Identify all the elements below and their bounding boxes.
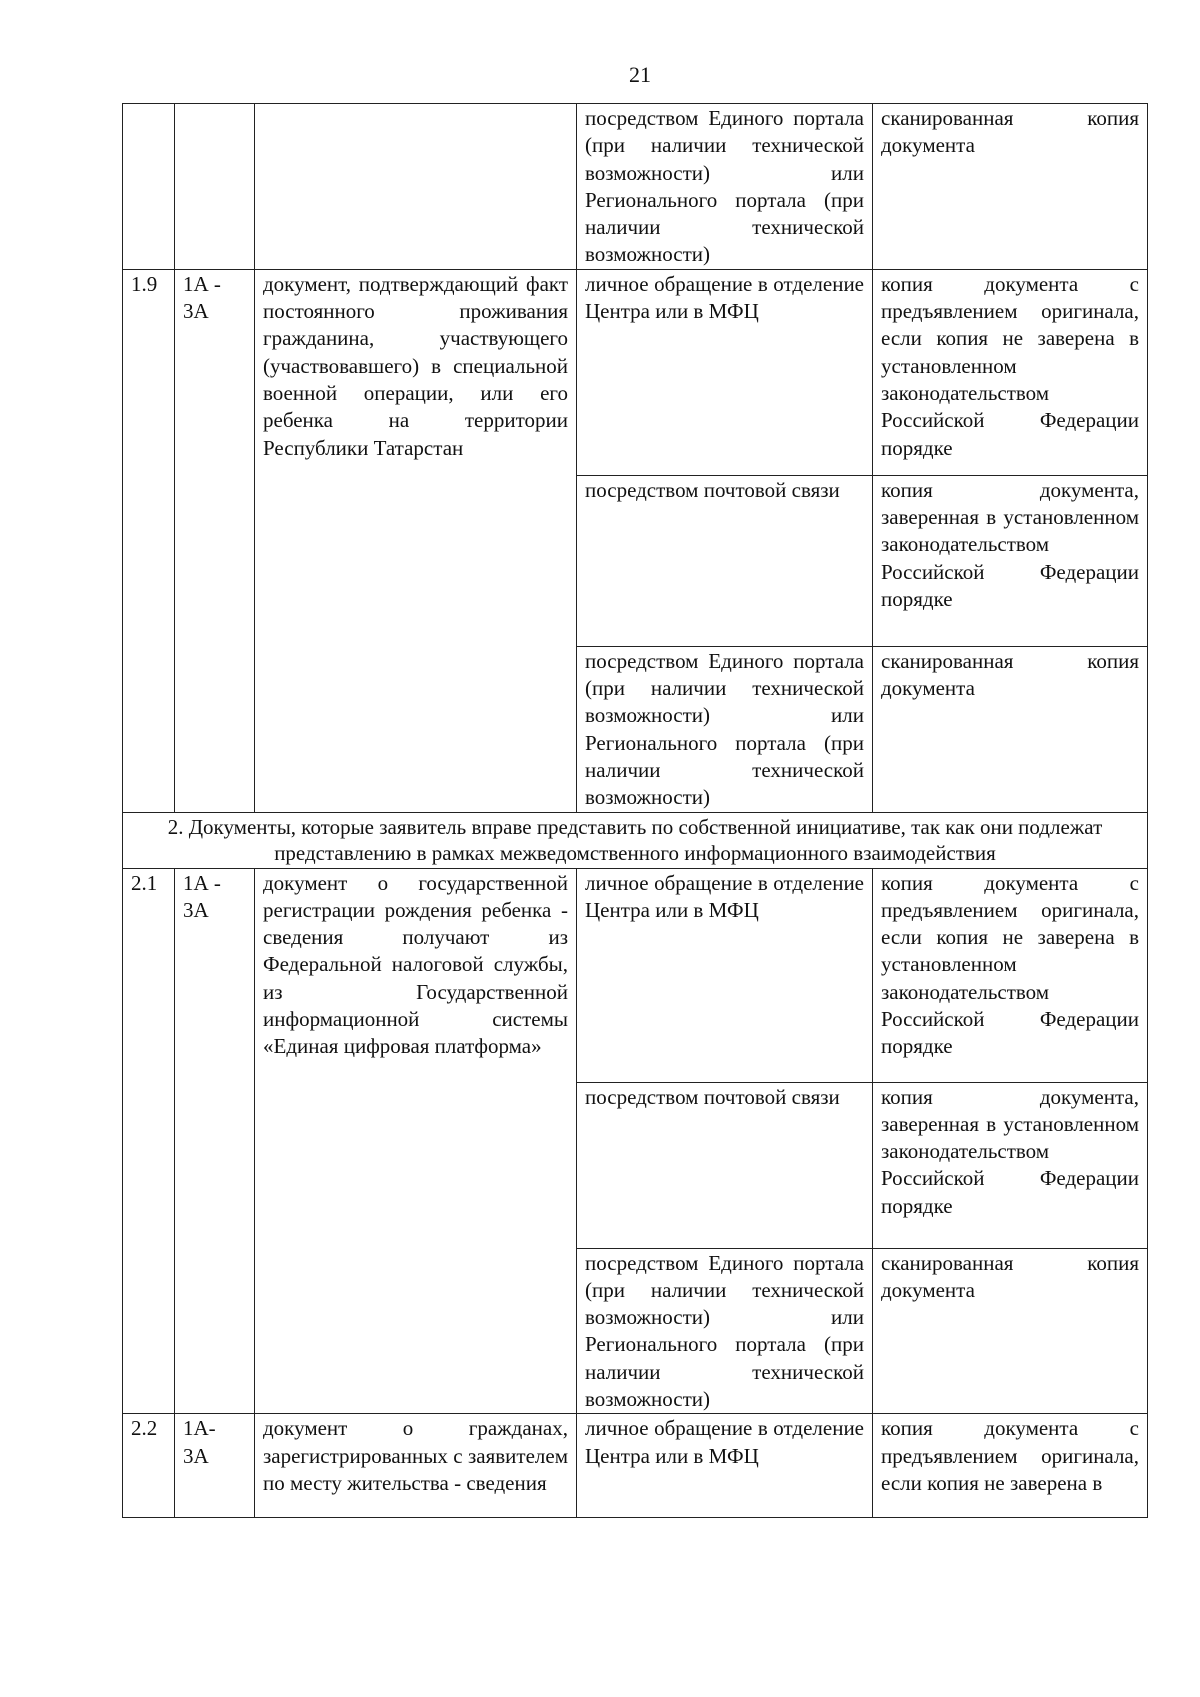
document-form-cell: копия документа, заверенная в установленном законодательством Российской Федерации порядке <box>873 1082 1148 1248</box>
page-number: 21 <box>629 62 651 87</box>
document-cell: документ о государственной регистрации рождения ребенка - сведения получают из Федеральной налоговой службы, из Государственной информационной системы «Единая цифровая платформа» <box>255 868 577 1414</box>
document-form-cell: копия документа с предъявлением оригинала, если копия не заверена в установленном законодательством Российской Федерации порядке <box>873 868 1148 1082</box>
submission-method-cell: посредством Единого портала (при наличии технической возможности) или Регионального портала (при наличии технической возможности) <box>577 646 873 812</box>
documents-table <box>122 103 1148 1518</box>
category-cell: 1А - 3А <box>175 868 255 1414</box>
row-number-cell: 2.2 <box>123 1414 175 1518</box>
submission-method-cell: посредством почтовой связи <box>577 475 873 646</box>
table-row <box>123 868 1148 1082</box>
document-form-cell: копия документа с предъявлением оригинала, если копия не заверена в <box>873 1414 1148 1518</box>
row-number-cell <box>123 104 175 270</box>
document-form-cell: сканированная копия документа <box>873 1248 1148 1414</box>
category-cell <box>175 104 255 270</box>
document-cell: документ, подтверждающий факт постоянного проживания гражданина, участвующего (участвовавшего) в специальной военной операции, или его ребенка на территории Республики Татарстан <box>255 269 577 812</box>
section-heading-row <box>123 812 1148 868</box>
document-cell: документ о гражданах, зарегистрированных с заявителем по месту жительства - сведения <box>255 1414 577 1518</box>
document-form-cell: копия документа с предъявлением оригинала, если копия не заверена в установленном законодательством Российской Федерации порядке <box>873 269 1148 475</box>
section-heading: 2. Документы, которые заявитель вправе представить по собственной инициативе, так как они подлежат представлению в рамках межведомственного информационного взаимодействия <box>123 812 1148 868</box>
table-row <box>123 1414 1148 1518</box>
submission-method-cell: посредством почтовой связи <box>577 1082 873 1248</box>
table-row <box>123 104 1148 270</box>
table-row <box>123 269 1148 475</box>
document-form-cell: сканированная копия документа <box>873 646 1148 812</box>
category-cell: 1А - 3А <box>175 269 255 812</box>
row-number-cell: 1.9 <box>123 269 175 812</box>
document-form-cell: копия документа, заверенная в установленном законодательством Российской Федерации порядке <box>873 475 1148 646</box>
submission-method-cell: личное обращение в отделение Центра или в МФЦ <box>577 868 873 1082</box>
document-form-cell: сканированная копия документа <box>873 104 1148 270</box>
submission-method-cell: посредством Единого портала (при наличии технической возможности) или Регионального портала (при наличии технической возможности) <box>577 104 873 270</box>
category-cell: 1А- 3А <box>175 1414 255 1518</box>
submission-method-cell: личное обращение в отделение Центра или в МФЦ <box>577 269 873 475</box>
submission-method-cell: личное обращение в отделение Центра или в МФЦ <box>577 1414 873 1518</box>
document-cell <box>255 104 577 270</box>
submission-method-cell: посредством Единого портала (при наличии технической возможности) или Регионального портала (при наличии технической возможности) <box>577 1248 873 1414</box>
row-number-cell: 2.1 <box>123 868 175 1414</box>
